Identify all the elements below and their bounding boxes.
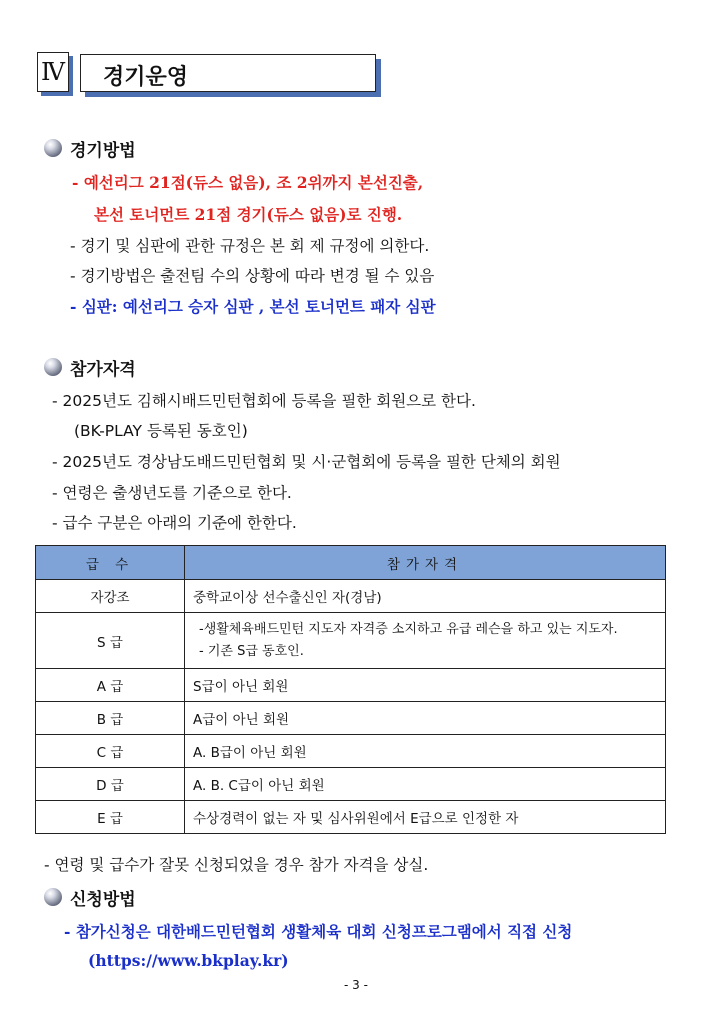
rule-line: - 경기방법은 출전팀 수의 상황에 따라 변경 될 수 있음 — [70, 267, 435, 285]
grade-cell: C 급 — [36, 735, 185, 768]
section-title: 경기운영 — [103, 65, 189, 90]
eligibility-line: - 연령은 출생년도를 기준으로 한다. — [52, 484, 292, 502]
grade-table — [35, 545, 666, 834]
grade-cell: B 급 — [36, 702, 185, 735]
desc-cell: A. B급이 아닌 회원 — [185, 735, 666, 768]
desc-cell: 수상경력이 없는 자 및 심사위원에서 E급으로 인정한 자 — [185, 801, 666, 834]
desc-line: -생활체육배드민턴 지도자 자격증 소지하고 유급 레슨을 하고 있는 지도자. — [199, 621, 618, 637]
table-row — [36, 613, 666, 669]
desc-cell: A. B. C급이 아닌 회원 — [185, 768, 666, 801]
rule-line: 본선 토너먼트 21점 경기(듀스 없음)로 진행. — [94, 205, 403, 224]
section-number: Ⅳ — [37, 52, 69, 92]
eligibility-line: - 2025년도 김해시배드민턴협회에 등록을 필한 회원으로 한다. — [52, 392, 476, 410]
grade-cell: A 급 — [36, 669, 185, 702]
table-row — [36, 768, 666, 801]
desc-cell: S급이 아닌 회원 — [185, 669, 666, 702]
bullet-icon — [44, 139, 62, 157]
table-header-grade: 급 수 — [36, 546, 185, 580]
rule-line: - 예선리그 21점(듀스 없음), 조 2위까지 본선진출, — [72, 173, 424, 192]
table-header-eligibility: 참가자격 — [185, 546, 666, 580]
grade-cell: D 급 — [36, 768, 185, 801]
eligibility-line: - 2025년도 경상남도배드민턴협회 및 시·군협회에 등록을 필한 단체의 회원 — [52, 453, 561, 471]
eligibility-line: (BK-PLAY 등록된 동호인) — [74, 422, 248, 440]
table-row — [36, 580, 666, 613]
application-line: - 참가신청은 대한배드민턴협회 생활체육 대회 신청프로그램에서 직접 신청 — [64, 922, 573, 941]
page-number: - 3 - — [344, 978, 368, 992]
section-heading-application: 신청방법 — [70, 890, 136, 910]
desc-cell: A급이 아닌 회원 — [185, 702, 666, 735]
grade-cell: S 급 — [36, 613, 185, 669]
table-row — [36, 801, 666, 834]
grade-cell: E 급 — [36, 801, 185, 834]
section-heading-method: 경기방법 — [70, 141, 136, 161]
note-line: - 연령 및 급수가 잘못 신청되었을 경우 참가 자격을 상실. — [44, 856, 429, 874]
grade-cell: 자강조 — [36, 580, 185, 613]
desc-cell: 중학교이상 선수출신인 자(경남) — [185, 580, 666, 613]
section-heading-eligibility: 참가자격 — [70, 360, 136, 380]
eligibility-line: - 급수 구분은 아래의 기준에 한한다. — [52, 514, 297, 532]
desc-line: - 기존 S급 동호인. — [199, 643, 304, 659]
table-row — [36, 669, 666, 702]
application-url: (https://www.bkplay.kr) — [88, 951, 289, 970]
bullet-icon — [44, 358, 62, 376]
bullet-icon — [44, 888, 62, 906]
referee-line: - 심판: 예선리그 승자 심판 , 본선 토너먼트 패자 심판 — [70, 297, 436, 316]
desc-cell — [185, 613, 666, 669]
table-row — [36, 735, 666, 768]
table-row — [36, 702, 666, 735]
section-title-box — [80, 54, 376, 92]
rule-line: - 경기 및 심판에 관한 규정은 본 회 제 규정에 의한다. — [70, 237, 430, 255]
